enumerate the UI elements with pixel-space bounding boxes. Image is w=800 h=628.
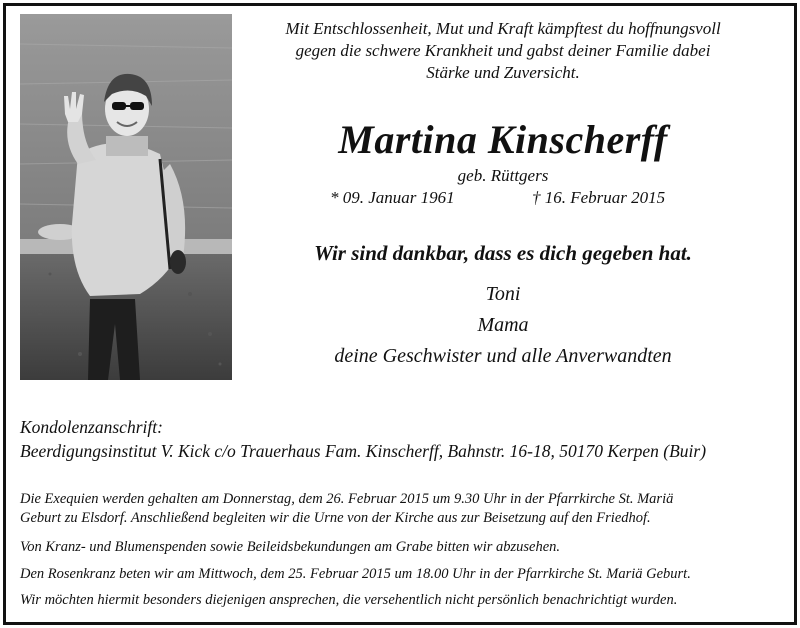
top-quote bbox=[238, 18, 768, 84]
quote-line: gegen die schwere Krankheit und gabst deiner Familie dabei bbox=[295, 41, 711, 60]
rosary-info: Den Rosenkranz beten wir am Mittwoch, dem 25. Februar 2015 um 18.00 Uhr in der Pfarrkirche St. Mariä Geburt. bbox=[20, 566, 691, 582]
quote-line: Mit Entschlossenheit, Mut und Kraft kämpftest du hoffnungsvoll bbox=[285, 19, 721, 38]
condolence-label: Kondolenzanschrift: bbox=[20, 417, 163, 437]
death-date: † 16. Februar 2015 bbox=[532, 188, 666, 207]
signatory: deine Geschwister und alle Anverwandten bbox=[334, 345, 672, 367]
flowers-info: Von Kranz- und Blumenspenden sowie Beileidsbekundungen am Grabe bitten wir abzusehen. bbox=[20, 539, 561, 555]
condolence-address: Beerdigungsinstitut V. Kick c/o Trauerhaus Fam. Kinscherff, Bahnstr. 16-18, 50170 Kerpen (Buir) bbox=[20, 441, 707, 461]
motto: Wir sind dankbar, dass es dich gegeben hat. bbox=[314, 241, 692, 265]
birth-name: geb. Rüttgers bbox=[457, 166, 549, 185]
portrait-photo bbox=[20, 14, 232, 380]
signatory: Toni bbox=[485, 283, 521, 305]
notice-info: Wir möchten hiermit besonders diejenigen ansprechen, die versehentlich nicht persönlich benachrichtigt wurden. bbox=[20, 592, 678, 608]
funeral-info: Die Exequien werden gehalten am Donnerstag, dem 26. Februar 2015 um 9.30 Uhr in der Pfarrkirche St. Mariä bbox=[20, 491, 674, 507]
birth-date: * 09. Januar 1961 bbox=[330, 188, 455, 207]
deceased-name: Martina Kinscherff bbox=[338, 117, 668, 162]
quote-line: Stärke und Zuversicht. bbox=[426, 63, 580, 82]
funeral-info: Geburt zu Elsdorf. Anschließend begleiten wir die Urne von der Kirche aus zur Beisetzung auf den Friedhof. bbox=[20, 510, 651, 526]
signatory: Mama bbox=[477, 314, 529, 336]
